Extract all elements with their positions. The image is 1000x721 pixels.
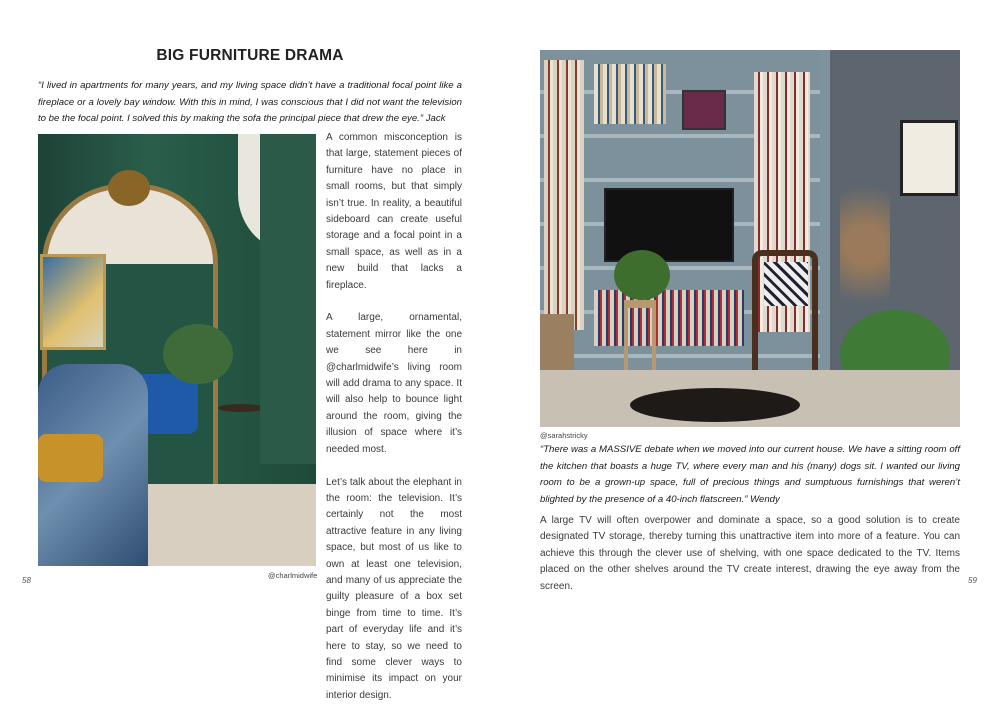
paragraph: A large TV will often overpower and dominate a space, so a good solution is to create designated TV storage, thereby turning this unattractive item into more of a feature. You can achieve this through the clever use of shelving, with one space dedicated to the TV. Items placed on the other shelves around the TV create interest, drawing the eye away from the screen. <box>540 515 960 592</box>
living-room-photo <box>38 134 316 566</box>
pull-quote: “I lived in apartments for many years, and my living space didn’t have a traditional focal point like a fireplace or a lovely bay window. With this in mind, I was conscious that I did not want the television to be the focal point. I solved this by making the sofa the principal piece that drew the eye.” Jack <box>38 80 462 124</box>
page-title: BIG FURNITURE DRAMA <box>156 47 344 64</box>
paragraph: A large, ornamental, statement mirror like the one we see here in @charlmidwife’s living room will add drama to any space. It will also help to bounce light around the room, giving the illusion of space where it’s needed most. <box>326 312 462 455</box>
tv-shelving-photo <box>540 50 960 427</box>
pull-quote: “There was a MASSIVE debate when we moved into our current house. We have a sitting room off the kitchen that boasts a huge TV, where every man and his (many) dogs sit. I wanted our living room to be a grown-up space, full of precious things and sumptuous furnishings that weren’t blighted by the presence of a 40-inch flatscreen.” Wendy <box>540 444 960 505</box>
photo-credit: @sarahstricky <box>540 431 588 440</box>
page-number: 59 <box>968 576 977 585</box>
photo-credit: @charlmidwife <box>268 571 318 580</box>
paragraph: Let’s talk about the elephant in the room: the television. It’s certainly not the most attractive feature in any living space, but most of us like to own at least one television, and many of us appreciate the guilty pleasure of a box set binge from time to time. It’s part of everyday life and it’s here to stay, so we need to find some clever ways to minimise its impact on your interior design. <box>326 476 462 701</box>
page-number: 58 <box>22 576 31 585</box>
paragraph: A common misconception is that large, statement pieces of furniture have no place in small rooms, but that simply isn’t true. In reality, a beautiful sideboard can create useful storage and a focal point in a small space, as well as in a new build that lacks a fireplace. <box>326 132 462 291</box>
body-text-column <box>326 130 462 721</box>
